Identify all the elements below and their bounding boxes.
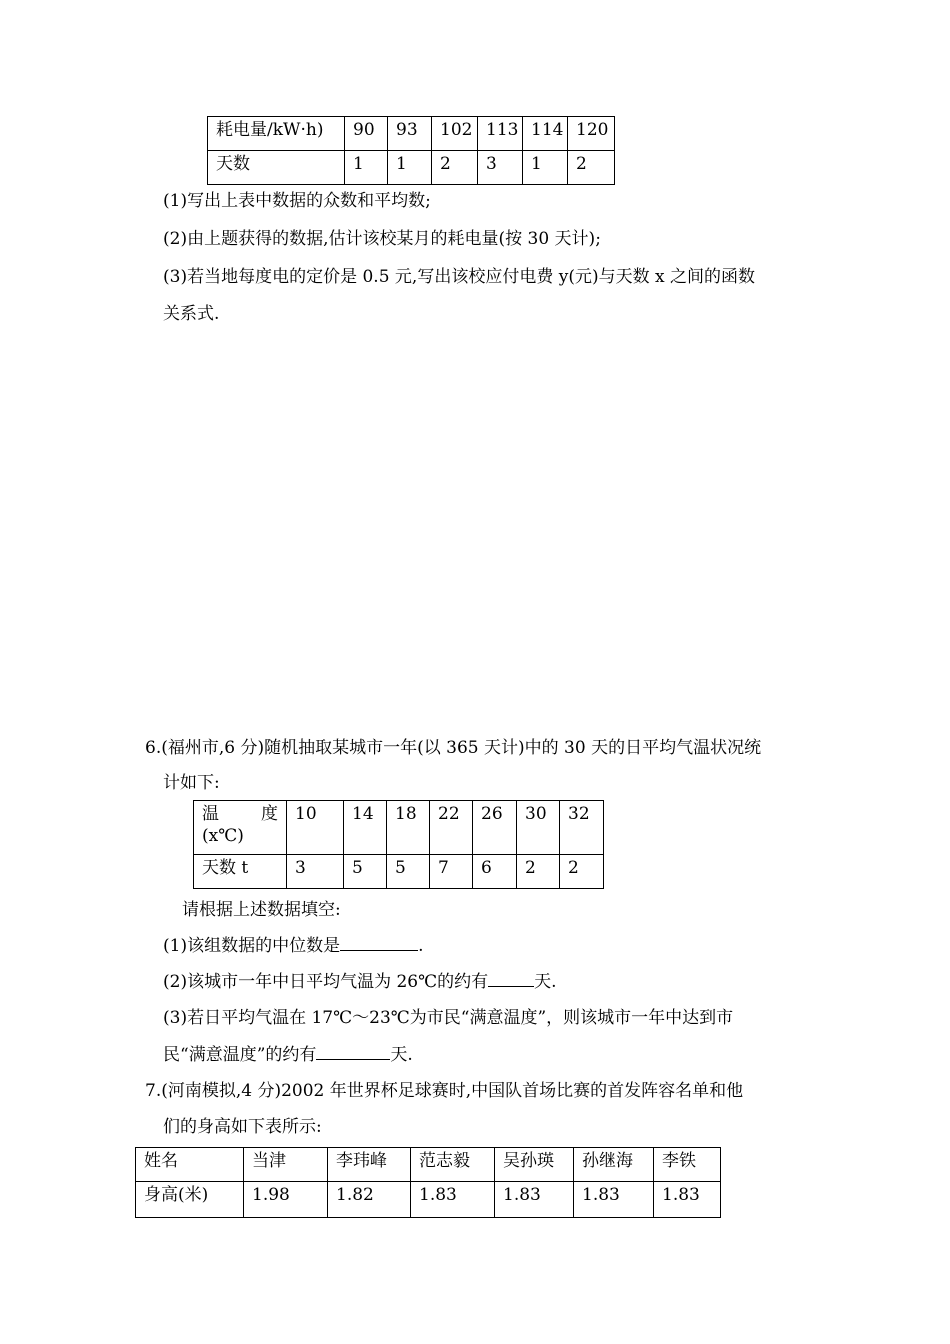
table-header-cell: 32 [560,801,604,855]
table-header-cell: 孙继海 [574,1148,654,1182]
q6-part-3-end: 天. [390,1045,413,1065]
table-row [194,855,604,889]
table-header-cell: 范志毅 [411,1148,495,1182]
table-header-cell: 90 [345,117,388,151]
table-cell: 1.83 [411,1182,495,1218]
table-row [136,1182,721,1218]
q6-part-3-line-1: (3)若日平均气温在 17℃～23℃为市民“满意温度”，则该城市一年中达到市 [163,1008,734,1028]
table-header-cell: 26 [473,801,517,855]
table-header-cell: 李铁 [654,1148,721,1182]
table-cell: 1.98 [244,1182,328,1218]
table-cell: 身高(米) [136,1182,244,1218]
table-cell: 3 [287,855,344,889]
electricity-table [207,116,615,185]
table-header-cell [194,801,287,855]
table-header-cell: 吴孙瑛 [495,1148,574,1182]
table-cell: 1 [523,151,568,185]
q6-part-2-end: 天. [534,972,557,992]
table-cell: 2 [560,855,604,889]
q6-stem-line-2: 计如下: [163,773,220,793]
q7-stem-line-2: 们的身高如下表所示: [163,1117,322,1137]
table-cell: 7 [430,855,473,889]
q6-stem-line-1: 6.(福州市,6 分)随机抽取某城市一年(以 365 天计)中的 30 天的日平均气温状况统 [145,738,762,758]
table-cell: 5 [344,855,387,889]
answer-blank[interactable] [316,1043,390,1060]
q5-part-2: (2)由上题获得的数据,估计该校某月的耗电量(按 30 天计); [163,229,601,249]
q6-part-2-text: (2)该城市一年中日平均气温为 26℃的约有 [163,972,489,992]
q5-part-1: (1)写出上表中数据的众数和平均数; [163,191,431,211]
table-cell: 1.83 [574,1182,654,1218]
table-cell: 3 [478,151,523,185]
table-cell: 2 [517,855,560,889]
q6-part-1 [163,931,424,956]
table-header-cell: 14 [344,801,387,855]
table-cell: 1 [345,151,388,185]
table-header-cell: 30 [517,801,560,855]
q6-part-1-end: . [418,936,424,956]
q6-part-1-text: (1)该组数据的中位数是 [163,936,341,956]
table-cell: 1 [388,151,432,185]
table-header-cell: 10 [287,801,344,855]
header-char: 温 [202,804,219,824]
table-header-cell: 18 [387,801,430,855]
header-unit: (x℃) [202,826,244,846]
table-header-cell: 李玮峰 [328,1148,411,1182]
table-row [194,801,604,855]
table-row [208,117,615,151]
table-cell: 1.82 [328,1182,411,1218]
table-cell: 1.83 [654,1182,721,1218]
q6-part-3-text: 民“满意温度”的约有 [163,1045,317,1065]
answer-blank[interactable] [340,934,418,951]
table-header-cell: 93 [388,117,432,151]
temperature-table [193,800,604,889]
q7-stem-line-1: 7.(河南模拟,4 分)2002 年世界杯足球赛时,中国队首场比赛的首发阵容名单和他 [145,1081,744,1101]
table-header-cell: 22 [430,801,473,855]
table-header-cell: 姓名 [136,1148,244,1182]
answer-blank[interactable] [488,970,534,987]
table-header-cell: 耗电量/kW·h) [208,117,345,151]
q5-part-3-line-2: 关系式. [163,304,220,324]
q6-part-2 [163,967,557,992]
table-header-cell: 102 [432,117,478,151]
table-cell: 5 [387,855,430,889]
table-row [136,1148,721,1182]
table-header-cell: 120 [568,117,615,151]
table-row [208,151,615,185]
table-cell: 6 [473,855,517,889]
q6-part-3-line-2 [163,1040,413,1065]
table-cell: 2 [568,151,615,185]
header-char: 度 [261,804,278,824]
q5-part-3-line-1: (3)若当地每度电的定价是 0.5 元,写出该校应付电费 y(元)与天数 x 之间的函数 [163,267,755,287]
table-header-cell: 当津 [244,1148,328,1182]
q6-intro: 请根据上述数据填空: [182,900,341,920]
table-cell: 天数 t [194,855,287,889]
table-header-cell: 113 [478,117,523,151]
height-table [135,1147,721,1218]
table-cell: 天数 [208,151,345,185]
table-cell: 1.83 [495,1182,574,1218]
table-header-cell: 114 [523,117,568,151]
table-cell: 2 [432,151,478,185]
